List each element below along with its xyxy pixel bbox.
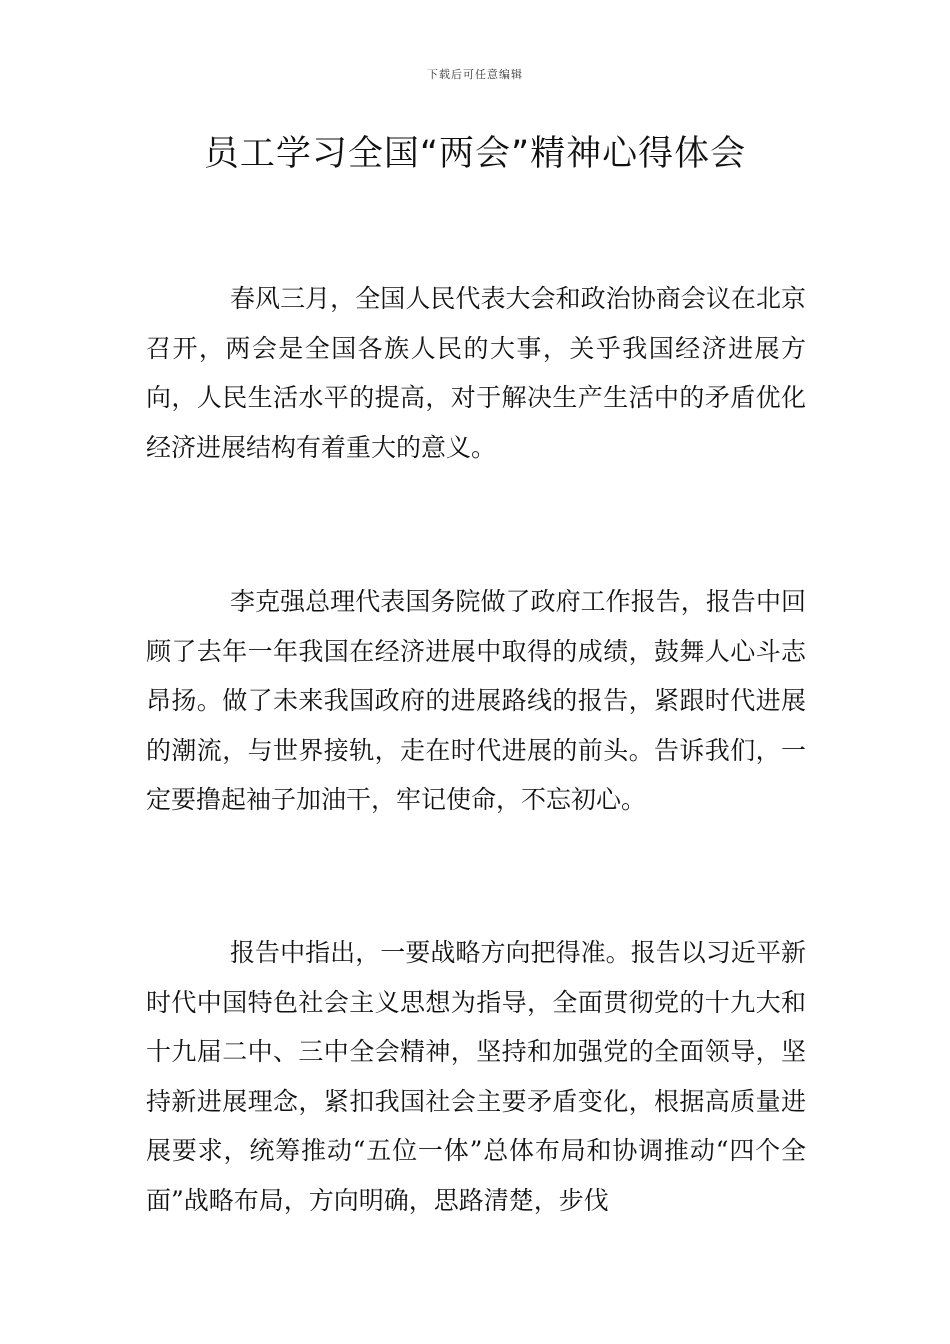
paragraph-1: 春风三月，全国人民代表大会和政治协商会议在北京召开，两会是全国各族人民的大事，关乎我国经济进展方向，人民生活水平的提高，对于解决生产生活中的矛盾优化经济进展结构有着重大的意义。 xyxy=(146,284,806,462)
paragraph-3: 报告中指出，一要战略方向把得准。报告以习近平新时代中国特色社会主义思想为指导，全面贯彻党的十九大和十九届二中、三中全会精神，坚持和加强党的全面领导，坚持新进展理念，紧扣我国社会主要矛盾变化，根据高质量进展要求，统筹推动“五位一体”总体布局和协调推动“四个全面”战略布局，方向明确，思路清楚，步伐 xyxy=(146,938,806,1215)
document-title: 员工学习全国“两会”精神心得体会 xyxy=(203,134,747,174)
paragraph-2: 李克强总理代表国务院做了政府工作报告，报告中回顾了去年一年我国在经济进展中取得的成绩，鼓舞人心斗志昂扬。做了未来我国政府的进展路线的报告，紧跟时代进展的潮流，与世界接轨，走在时代进展的前头。告诉我们，一定要撸起袖子加油干，牢记使命，不忘初心。 xyxy=(146,587,806,814)
header-note: 下载后可任意编辑 xyxy=(427,68,523,81)
